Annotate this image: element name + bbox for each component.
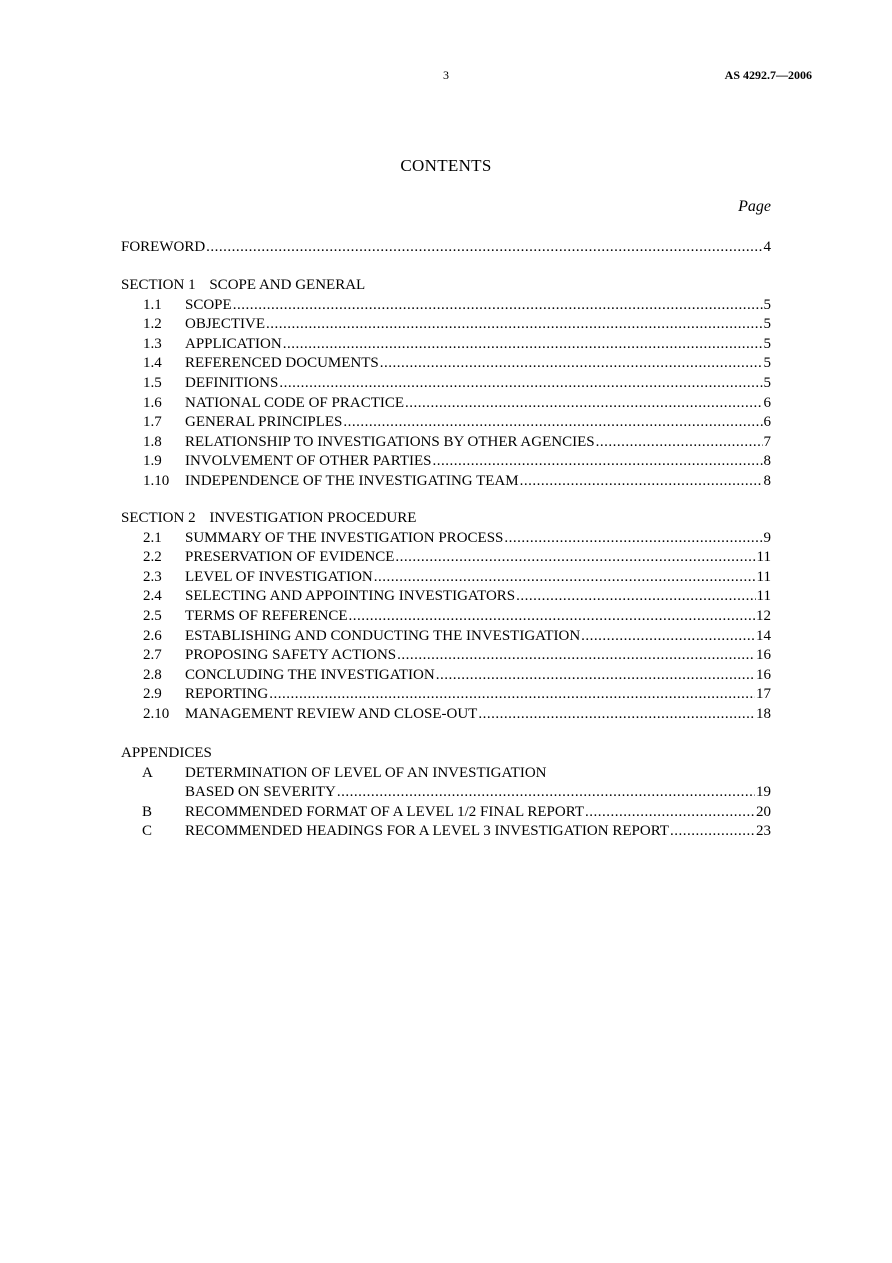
toc-entry-page: 8 bbox=[763, 472, 771, 489]
toc-entry-text: GENERAL PRINCIPLES bbox=[185, 414, 343, 431]
toc-entry-number: 1.7 bbox=[143, 414, 162, 431]
toc-entry[interactable] bbox=[121, 354, 771, 374]
toc-entry-page: 11 bbox=[756, 568, 771, 585]
page-number: 3 bbox=[443, 68, 449, 82]
toc-entry[interactable] bbox=[121, 822, 771, 842]
toc-entry-text: CONCLUDING THE INVESTIGATION bbox=[185, 666, 435, 683]
toc-entry[interactable] bbox=[121, 548, 771, 568]
toc-entry-number: C bbox=[142, 823, 153, 840]
toc-entry-page: 19 bbox=[756, 784, 771, 801]
section-title: SCOPE AND GENERAL bbox=[209, 277, 366, 293]
dot-leader bbox=[585, 803, 755, 823]
toc-entry-text: LEVEL OF INVESTIGATION bbox=[185, 568, 373, 585]
toc-entry-text: RECOMMENDED FORMAT OF A LEVEL 1/2 FINAL REPORT bbox=[185, 803, 584, 820]
dot-leader bbox=[516, 587, 755, 607]
dot-leader bbox=[432, 452, 762, 472]
toc-entry-page: 11 bbox=[756, 588, 771, 605]
dot-leader bbox=[596, 433, 763, 453]
toc-entry-number: 1.8 bbox=[143, 433, 162, 450]
toc-entry-page: 20 bbox=[756, 803, 771, 820]
toc-entry-page: 5 bbox=[763, 335, 771, 352]
toc-entry-text: APPLICATION bbox=[185, 335, 282, 352]
toc-entry-text: MANAGEMENT REVIEW AND CLOSE-OUT bbox=[185, 705, 478, 722]
toc-entry-text: RELATIONSHIP TO INVESTIGATIONS BY OTHER AGENCIES bbox=[185, 433, 595, 450]
toc-entry-text: INDEPENDENCE OF THE INVESTIGATING TEAM bbox=[185, 472, 519, 489]
dot-leader bbox=[206, 238, 762, 258]
toc-entry-page: 8 bbox=[763, 453, 771, 470]
toc-entry-number: 2.3 bbox=[143, 568, 162, 585]
dot-leader bbox=[266, 315, 763, 335]
toc-entry-page: 6 bbox=[763, 394, 771, 411]
toc-entry-number: 2.6 bbox=[143, 627, 162, 644]
dot-leader bbox=[374, 568, 756, 588]
toc-entry-text: SELECTING AND APPOINTING INVESTIGATORS bbox=[185, 588, 516, 605]
dot-leader bbox=[436, 666, 755, 686]
toc-entry-number: 1.2 bbox=[143, 316, 162, 333]
toc-entry-text: BASED ON SEVERITY bbox=[185, 784, 336, 801]
toc-entry[interactable] bbox=[121, 472, 771, 492]
dot-leader bbox=[349, 607, 755, 627]
toc-entry-number: 1.3 bbox=[143, 335, 162, 352]
page-column-label: Page bbox=[738, 198, 771, 215]
toc-entry[interactable] bbox=[121, 568, 771, 588]
toc-entry[interactable] bbox=[121, 607, 771, 627]
toc-entry-page: 18 bbox=[756, 705, 771, 722]
section-number: SECTION 1 bbox=[121, 277, 196, 293]
toc-entry-page: 17 bbox=[756, 686, 771, 703]
standard-designation: AS 4292.7—2006 bbox=[724, 68, 812, 82]
dot-leader bbox=[380, 354, 763, 374]
toc-entry-text: TERMS OF REFERENCE bbox=[185, 607, 348, 624]
toc-entry-text: OBJECTIVE bbox=[185, 316, 265, 333]
appendices-heading: APPENDICES bbox=[121, 745, 212, 761]
toc-entry-number: 2.9 bbox=[143, 686, 162, 703]
toc-entry-number: 2.2 bbox=[143, 549, 162, 566]
toc-entry[interactable] bbox=[121, 238, 771, 258]
toc-entry[interactable] bbox=[121, 296, 771, 316]
toc-entry-number: 1.9 bbox=[143, 453, 162, 470]
toc-entry-number: 1.6 bbox=[143, 394, 162, 411]
toc-entry-page: 23 bbox=[756, 823, 771, 840]
toc-entry-page: 11 bbox=[756, 549, 771, 566]
toc-entry-text: REPORTING bbox=[185, 686, 269, 703]
dot-leader bbox=[405, 394, 762, 414]
toc-entry-text: DEFINITIONS bbox=[185, 374, 279, 391]
toc-entry-page: 7 bbox=[763, 433, 771, 450]
toc-entry[interactable] bbox=[121, 394, 771, 414]
toc-entry-page: 5 bbox=[763, 296, 771, 313]
toc-entry[interactable] bbox=[121, 433, 771, 453]
dot-leader bbox=[279, 374, 762, 394]
toc-entry[interactable] bbox=[121, 413, 771, 433]
toc-entry-number: 2.8 bbox=[143, 666, 162, 683]
toc-entry-page: 5 bbox=[763, 355, 771, 372]
toc-entry-text: PROPOSING SAFETY ACTIONS bbox=[185, 647, 397, 664]
toc-entry-text: INVOLVEMENT OF OTHER PARTIES bbox=[185, 453, 432, 470]
page-title: CONTENTS bbox=[400, 156, 492, 175]
dot-leader bbox=[670, 822, 755, 842]
dot-leader bbox=[269, 685, 755, 705]
toc-entry[interactable] bbox=[121, 666, 771, 686]
dot-leader bbox=[395, 548, 755, 568]
toc-entry[interactable] bbox=[121, 374, 771, 394]
dot-leader bbox=[343, 413, 762, 433]
toc-entry-number: 2.4 bbox=[143, 588, 162, 605]
section-heading bbox=[121, 276, 771, 296]
toc-entry-number: 1.4 bbox=[143, 355, 162, 372]
toc-appendices bbox=[121, 744, 771, 842]
toc-entry-number: 1.1 bbox=[143, 296, 162, 313]
toc-section-1 bbox=[121, 276, 771, 492]
toc-entry-text: NATIONAL CODE OF PRACTICE bbox=[185, 394, 405, 411]
toc-entry[interactable] bbox=[121, 529, 771, 549]
dot-leader bbox=[478, 705, 755, 725]
toc-foreword bbox=[121, 238, 771, 258]
dot-leader bbox=[283, 335, 763, 355]
toc-entry-number: 2.1 bbox=[143, 529, 162, 546]
toc-entry[interactable] bbox=[121, 705, 771, 725]
toc-entry-page: 6 bbox=[763, 414, 771, 431]
toc-entry-text: PRESERVATION OF EVIDENCE bbox=[185, 549, 395, 566]
toc-entry[interactable] bbox=[121, 685, 771, 705]
toc-entry-page: 9 bbox=[763, 529, 771, 546]
toc-entry[interactable] bbox=[121, 783, 771, 803]
toc-entry-number: 2.10 bbox=[143, 705, 170, 722]
toc-entry-page: 12 bbox=[756, 607, 771, 624]
dot-leader bbox=[581, 627, 755, 647]
toc-entry-number: 1.10 bbox=[143, 472, 170, 489]
dot-leader bbox=[520, 472, 763, 492]
dot-leader bbox=[397, 646, 755, 666]
toc-entry-page: 16 bbox=[756, 666, 771, 683]
section-title: INVESTIGATION PROCEDURE bbox=[209, 510, 417, 526]
toc-entry-text: ESTABLISHING AND CONDUCTING THE INVESTIGATION bbox=[185, 627, 581, 644]
toc-entry[interactable] bbox=[121, 587, 771, 607]
toc-entry-number: 1.5 bbox=[143, 374, 162, 391]
toc-entry[interactable] bbox=[121, 315, 771, 335]
toc-entry-line[interactable] bbox=[121, 764, 771, 784]
toc-entry-number: 2.7 bbox=[143, 647, 162, 664]
toc-entry[interactable] bbox=[121, 627, 771, 647]
toc-entry-page: 5 bbox=[763, 316, 771, 333]
toc-entry-text: RECOMMENDED HEADINGS FOR A LEVEL 3 INVESTIGATION REPORT bbox=[185, 823, 669, 840]
toc-entry-text: REFERENCED DOCUMENTS bbox=[185, 355, 379, 372]
toc-entry-page: 14 bbox=[756, 627, 771, 644]
section-number: SECTION 2 bbox=[121, 510, 196, 526]
toc-entry-page: 5 bbox=[763, 374, 771, 391]
toc-entry-page: 4 bbox=[763, 239, 771, 255]
toc-entry-page: 16 bbox=[756, 647, 771, 664]
toc-entry[interactable] bbox=[121, 452, 771, 472]
dot-leader bbox=[337, 783, 755, 803]
toc-entry-number: 2.5 bbox=[143, 607, 162, 624]
section-heading bbox=[121, 509, 771, 529]
dot-leader bbox=[233, 296, 763, 316]
toc-section-2 bbox=[121, 509, 771, 725]
toc-entry[interactable] bbox=[121, 335, 771, 355]
toc-entry-number: B bbox=[142, 803, 153, 820]
toc-entry-text: SCOPE bbox=[185, 296, 232, 313]
toc-entry-text: FOREWORD bbox=[121, 239, 206, 255]
toc-entry-text: DETERMINATION OF LEVEL OF AN INVESTIGATION bbox=[185, 764, 547, 781]
toc-entry[interactable] bbox=[121, 803, 771, 823]
toc-entry-text: SUMMARY OF THE INVESTIGATION PROCESS bbox=[185, 529, 504, 546]
dot-leader bbox=[504, 529, 762, 549]
toc-entry-number: A bbox=[142, 764, 153, 781]
toc-entry[interactable] bbox=[121, 646, 771, 666]
